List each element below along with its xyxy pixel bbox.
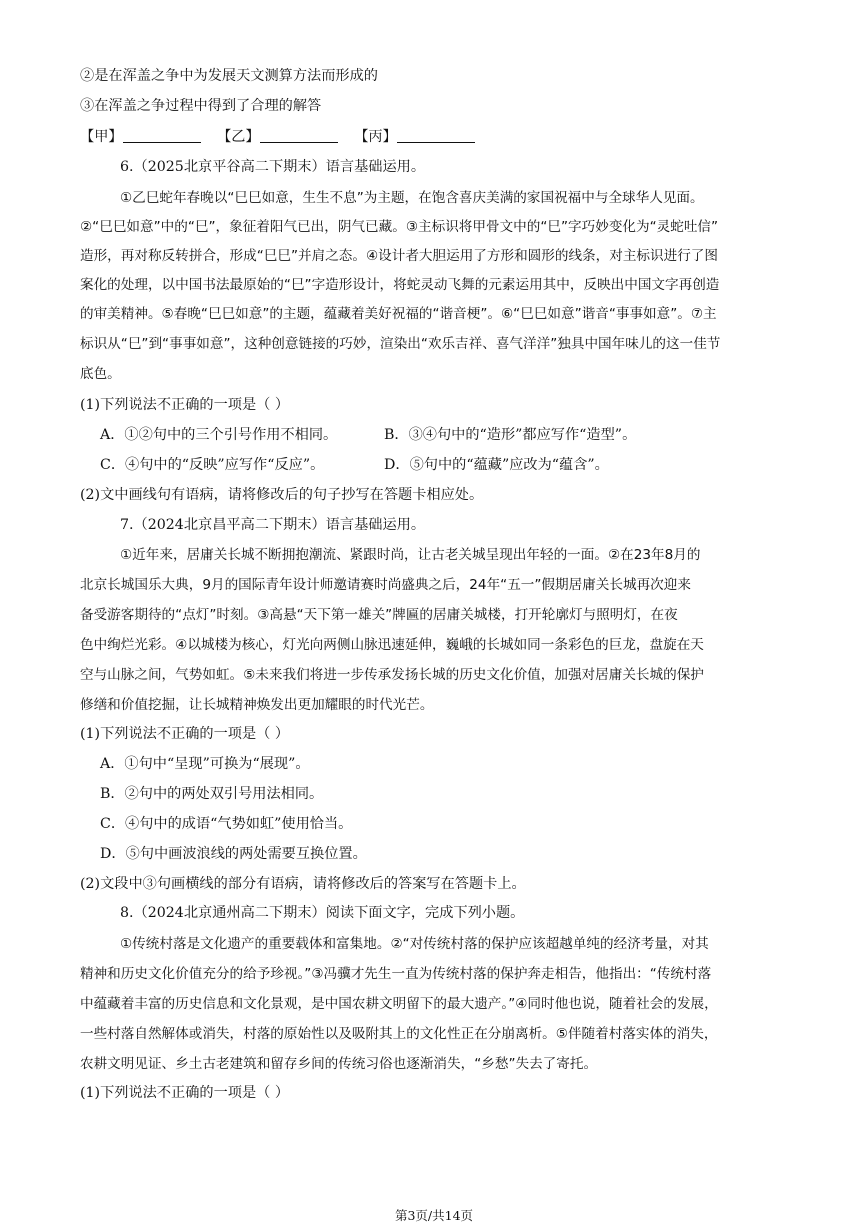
blank-jia[interactable] — [123, 128, 201, 143]
q7-para-line-5: 空与山脉之间，气势如虹。⑤未来我们将进一步传承发扬长城的历史文化价值，加强对居庸关长城的保护 — [80, 667, 704, 683]
blank-yi[interactable] — [260, 128, 338, 143]
q8-sub-question-1: (1)下列说法不正确的一项是（ ） — [80, 1085, 290, 1101]
q7-title: 7.（2024北京昌平高二下期末）语言基础运用。 — [120, 517, 426, 533]
q6-para-line-4: 案化的处理，以中国书法最原始的“巳”字造形设计，将蛇灵动飞舞的元素运用其中，反映出中国文字再创造 — [80, 277, 720, 293]
option-line-2: ②是在浑盖之争中为发展天文测算方法而形成的 — [80, 68, 378, 84]
q6-sub-question-1: (1)下列说法不正确的一项是（ ） — [80, 397, 290, 413]
q6-option-d: D．⑤句中的“蕴藏”应改为“蕴含”。 — [384, 457, 609, 473]
q7-option-d: D．⑤句中画波浪线的两处需要互换位置。 — [100, 846, 367, 862]
blank-label-jia: 【甲】 — [80, 129, 123, 145]
q7-sub-question-2: (2)文段中③句画横线的部分有语病，请将修改后的答案写在答题卡上。 — [80, 876, 526, 892]
q8-para-line-5: 农耕文明见证、乡土古老建筑和留存乡间的传统习俗也逐渐消失，“乡愁”失去了寄托。 — [80, 1056, 598, 1072]
blank-bing[interactable] — [397, 128, 475, 143]
q7-option-c: C．④句中的成语“气势如虹”使用恰当。 — [100, 816, 353, 832]
q7-para-line-6: 修缮和价值挖掘，让长城精神焕发出更加耀眼的时代光芒。 — [80, 697, 434, 713]
q6-sub-question-2: (2)文中画线句有语病，请将修改后的句子抄写在答题卡相应处。 — [80, 487, 484, 503]
q8-title: 8.（2024北京通州高二下期末）阅读下面文字，完成下列小题。 — [120, 905, 525, 921]
q7-para-line-1: ①近年来，居庸关长城不断拥抱潮流、紧跟时尚，让古老关城呈现出年轻的一面。②在23年8月的 — [120, 547, 701, 563]
q6-para-line-2: ②“巳巳如意”中的“巳”，象征着阳气已出，阴气已藏。③主标识将甲骨文中的“巳”字巧妙变化为“灵蛇吐信” — [80, 219, 719, 235]
q6-option-b: B．③④句中的“造形”都应写作“造型”。 — [384, 427, 637, 443]
q8-para-line-2: 精神和历史文化价值充分的给予珍视。”③冯骥才先生一直为传统村落的保护奔走相告，他指出：“传统村落 — [80, 966, 712, 982]
q8-para-line-4: 一些村落自然解体或消失，村落的原始性以及吸附其上的文化性正在分崩离析。⑤伴随着村落实体的消失， — [80, 1026, 718, 1042]
q6-para-line-6: 标识从“巳”到“事事如意”，这种创意链接的巧妙，渲染出“欢乐吉祥、喜气洋洋”独具中国年味儿的这一佳节 — [80, 336, 721, 352]
q7-sub-question-1: (1)下列说法不正确的一项是（ ） — [80, 726, 290, 742]
q6-para-line-5: 的审美精神。⑤春晚“巳巳如意”的主题，蕴藏着美好祝福的“谐音梗”。⑥“巳巳如意”谐音“事事如意”。⑦主 — [80, 306, 717, 322]
q7-para-line-3: 备受游客期待的“点灯”时刻。③高悬“天下第一雄关”牌匾的居庸关城楼，打开轮廓灯与照明灯，在夜 — [80, 607, 678, 623]
q6-title: 6.（2025北京平谷高二下期末）语言基础运用。 — [120, 159, 426, 175]
page-footer: 第3页/共14页 — [394, 1208, 474, 1223]
q7-option-b: B．②句中的两处双引号用法相同。 — [100, 786, 324, 802]
q6-para-line-7: 底色。 — [80, 366, 121, 382]
q8-para-line-1: ①传统村落是文化遗产的重要载体和富集地。②“对传统村落的保护应该超越单纯的经济考量，对其 — [120, 936, 709, 952]
blank-label-yi: 【乙】 — [217, 129, 260, 145]
q7-para-line-2: 北京长城国乐大典，9月的国际青年设计师邀请赛时尚盛典之后，24年“五一”假期居庸关长城再次迎来 — [80, 577, 691, 593]
option-line-3: ③在浑盖之争过程中得到了合理的解答 — [80, 98, 322, 114]
q6-para-line-3: 造形，再对称反转拼合，形成“巳巳”并肩之态。④设计者大胆运用了方形和圆形的线条，对主标识进行了图 — [80, 248, 718, 264]
q6-option-a: A．①②句中的三个引号作用不相同。 — [100, 427, 338, 443]
answer-blanks — [80, 127, 800, 147]
q6-para-line-1: ①乙巳蛇年春晚以“巳巳如意，生生不息”为主题，在饱含喜庆美满的家国祝福中与全球华人见面。 — [120, 190, 704, 206]
q7-option-a: A．①句中“呈现”可换为“展现”。 — [100, 756, 310, 772]
q7-para-line-4: 色中绚烂光彩。④以城楼为核心，灯光向两侧山脉迅速延伸，巍峨的长城如同一条彩色的巨龙，盘旋在天 — [80, 637, 704, 653]
q8-para-line-3: 中蕴藏着丰富的历史信息和文化景观，是中国农耕文明留下的最大遗产。”④同时他也说，随着社会的发展， — [80, 996, 718, 1012]
blank-label-bing: 【丙】 — [354, 129, 397, 145]
q6-option-c: C．④句中的“反映”应写作“反应”。 — [100, 457, 325, 473]
